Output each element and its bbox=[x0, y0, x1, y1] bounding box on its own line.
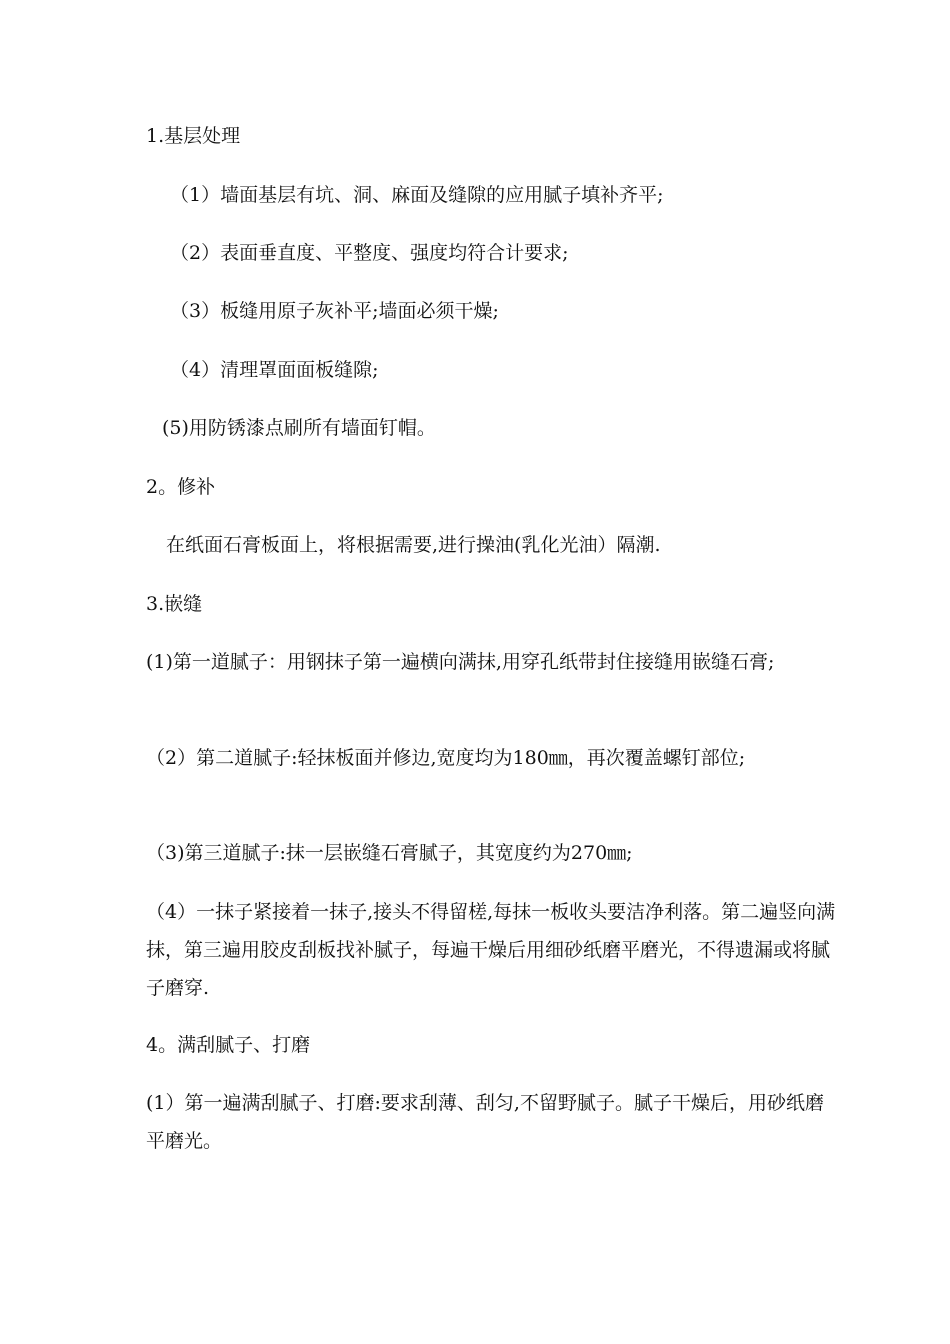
paragraph-repair: 在纸面石膏板面上，将根据需要,进行操油(乳化光油）隔潮. bbox=[166, 534, 661, 556]
heading-joint-filling: 3.嵌缝 bbox=[146, 593, 203, 615]
paragraph-base-4: （4）清理罩面面板缝隙; bbox=[170, 359, 379, 381]
heading-full-putty: 4。满刮腻子、打磨 bbox=[146, 1034, 311, 1056]
paragraph-base-3: （3）板缝用原子灰补平;墙面必须干燥; bbox=[170, 300, 499, 322]
paragraph-full-putty-1: (1）第一遍满刮腻子、打磨:要求刮薄、刮匀,不留野腻子。腻子干燥后，用砂纸磨平磨光。 bbox=[146, 1092, 824, 1152]
paragraph-base-2: （2）表面垂直度、平整度、强度均符合计要求; bbox=[170, 242, 569, 264]
paragraph-joint-2: （2）第二道腻子:轻抹板面并修边,宽度均为180㎜，再次覆盖螺钉部位; bbox=[146, 747, 746, 769]
heading-repair: 2。修补 bbox=[146, 476, 216, 498]
paragraph-base-5: (5)用防锈漆点刷所有墙面钉帽。 bbox=[162, 417, 436, 439]
paragraph-joint-1: (1)第一道腻子：用钢抹子第一遍横向满抹,用穿孔纸带封住接缝用嵌缝石膏; bbox=[146, 651, 775, 673]
paragraph-joint-4: （4）一抹子紧接着一抹子,接头不得留槎,每抹一板收头要洁净利落。第二遍竖向满抹，第三遍用胶皮刮板找补腻子，每遍干燥后用细砂纸磨平磨光，不得遗漏或将腻子磨穿. bbox=[146, 901, 836, 999]
paragraph-joint-3: （3)第三道腻子:抹一层嵌缝石膏腻子，其宽度约为270㎜; bbox=[146, 842, 633, 864]
paragraph-base-1: （1）墙面基层有坑、洞、麻面及缝隙的应用腻子填补齐平; bbox=[170, 184, 664, 206]
heading-base-treatment: 1.基层处理 bbox=[146, 125, 241, 147]
